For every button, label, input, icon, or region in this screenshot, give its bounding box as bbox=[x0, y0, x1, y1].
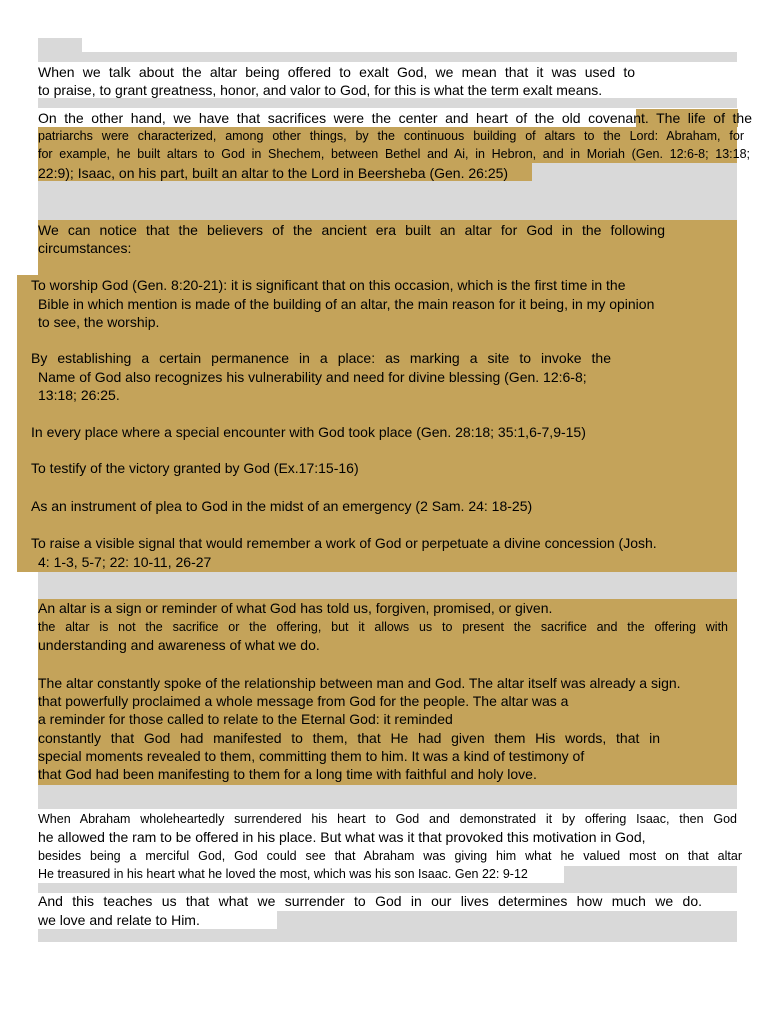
bullet-line: Bible in which mention is made of the building of an altar, the main reason for it being, in my opinion bbox=[38, 296, 655, 312]
paragraph-line: And this teaches us that what we surrender to God in our lives determines how much we do. bbox=[38, 893, 702, 909]
paragraph-line: the altar is not the sacrifice or the offering, but it allows us to present the sacrifice and the offering with bbox=[38, 620, 728, 634]
paragraph-line: 22:9); Isaac, on his part, built an altar to the Lord in Beersheba (Gen. 26:25) bbox=[38, 165, 509, 181]
paragraph-line: When we talk about the altar being offered to exalt God, we mean that it was used to bbox=[38, 64, 635, 80]
bullet-line: To raise a visible signal that would remember a work of God or perpetuate a divine concession (Josh. bbox=[31, 535, 657, 551]
abraham-gap bbox=[38, 883, 737, 893]
paragraph-line: He treasured in his heart what he loved the most, which was his son Isaac. Gen 22: 9-12 bbox=[38, 867, 528, 881]
bullet-line: As an instrument of plea to God in the midst of an emergency (2 Sam. 24: 18-25) bbox=[31, 498, 533, 514]
bullet-line: To testify of the victory granted by God (Ex.17:15-16) bbox=[31, 460, 359, 476]
paragraph-line: for example, he built altars to God in Shechem, between Bethel and Ai, in Hebron, and in Moriah (Gen. 12:6-8; 13:18; bbox=[38, 147, 750, 161]
altar-end-grey bbox=[38, 785, 737, 809]
abraham-line4-tail bbox=[564, 866, 737, 883]
top-white-notch bbox=[82, 38, 737, 52]
conclusion-line2-tail bbox=[277, 911, 737, 929]
paragraph-line: a reminder for those called to relate to the Eternal God: it reminded bbox=[38, 711, 453, 727]
bullet-line: 13:18; 26:25. bbox=[38, 387, 120, 403]
paragraph-line: The altar constantly spoke of the relationship between man and God. The altar itself was already a sign. bbox=[38, 675, 681, 691]
list-gold-block bbox=[38, 220, 737, 572]
bullet-line: to see, the worship. bbox=[38, 314, 160, 330]
paragraph-line: constantly that God had manifested to them, that He had given them His words, that in bbox=[38, 730, 660, 746]
bullet-line: By establishing a certain permanence in a place: as marking a site to invoke the bbox=[31, 350, 611, 366]
paragraph-line: circumstances: bbox=[38, 240, 132, 256]
paragraph-line: we love and relate to Him. bbox=[38, 912, 200, 928]
paragraph-line: When Abraham wholeheartedly surrendered his heart to God and demonstrated it by offering Isaac, then God bbox=[38, 812, 737, 826]
bullet-line: To worship God (Gen. 8:20-21): it is significant that on this occasion, which is the first time in the bbox=[31, 277, 626, 293]
paragraph-line: We can notice that the believers of the ancient era built an altar for God in the following bbox=[38, 222, 665, 238]
bullet-line: Name of God also recognizes his vulnerability and need for divine blessing (Gen. 12:6-8; bbox=[38, 369, 587, 385]
paragraph-line: to praise, to grant greatness, honor, and valor to God, for this is what the term exalt means. bbox=[38, 82, 603, 98]
bottom-grey-band bbox=[38, 929, 737, 942]
paragraph-line: he allowed the ram to be offered in his place. But what was it that provoked this motivation in God, bbox=[38, 829, 646, 845]
paragraph-line: An altar is a sign or reminder of what God has told us, forgiven, promised, or given. bbox=[38, 600, 553, 616]
bullet-line: 4: 1-3, 5-7; 22: 10-11, 26-27 bbox=[38, 554, 212, 570]
p1-gap-band bbox=[38, 98, 737, 108]
paragraph-line: understanding and awareness of what we do. bbox=[38, 637, 320, 653]
paragraph-line: patriarchs were characterized, among other things, by the continuous building of altars to the Lord: Abraham, for bbox=[38, 129, 744, 143]
mid-grey-band bbox=[38, 181, 737, 220]
p2-tail-grey bbox=[532, 163, 737, 181]
list-end-grey bbox=[38, 572, 737, 599]
paragraph-line: that God had been manifesting to them for a long time with faithful and holy love. bbox=[38, 766, 537, 782]
paragraph-line: besides being a merciful God, God could see that Abraham was giving him what he valued most on that altar bbox=[38, 849, 742, 863]
paragraph-line: special moments revealed to them, committing them to him. It was a kind of testimony of bbox=[38, 748, 585, 764]
bullet-line: In every place where a special encounter with God took place (Gen. 28:18; 35:1,6-7,9-15) bbox=[31, 424, 586, 440]
paragraph-line: On the other hand, we have that sacrifices were the center and heart of the old covenant. The life of the bbox=[38, 110, 752, 126]
paragraph-line: that powerfully proclaimed a whole message from God for the people. The altar was a bbox=[38, 693, 569, 709]
